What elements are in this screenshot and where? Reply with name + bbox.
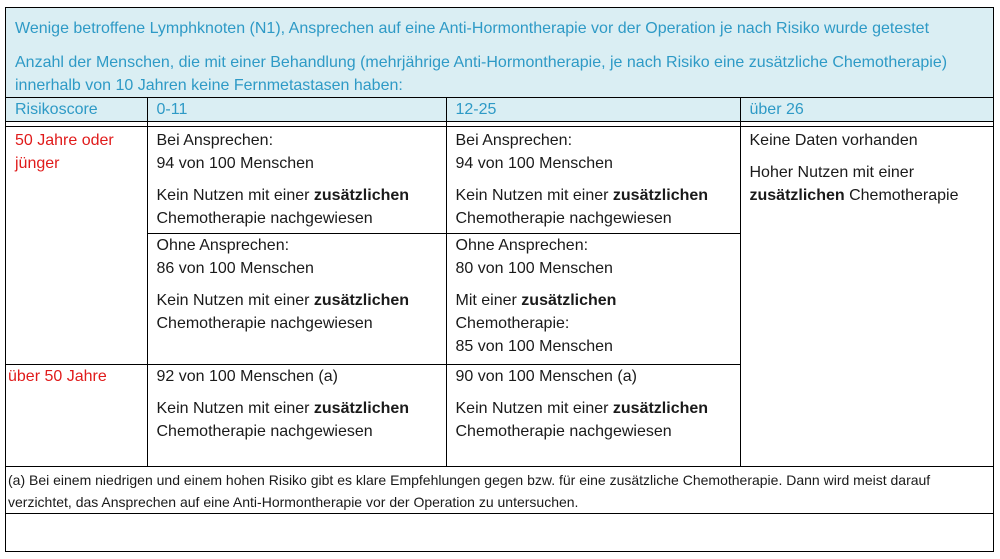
note-text: Chemotherapie nachgewiesen (455, 210, 672, 227)
response-value: 94 von 100 Menschen (455, 155, 613, 172)
noresponse-title: Ohne Ansprechen: (455, 237, 589, 254)
note-text: Chemotherapie nachgewiesen (156, 423, 373, 440)
noresponse-note-value: 85 von 100 Menschen (455, 338, 613, 355)
column-header-over-26: über 26 (740, 98, 993, 122)
note-text: Kein Nutzen mit einer (455, 187, 613, 204)
cell-young-0-11-response (147, 127, 446, 234)
response-title: Bei Ansprechen: (156, 132, 274, 149)
note-bold: zusätzlichen (612, 400, 709, 417)
noresponse-value: 80 von 100 Menschen (455, 260, 613, 277)
footnote: (a) Bei einem niedrigen und einem hohen Risiko gibt es klare Empfehlungen gegen bzw. für eine zusätzliche Chemotherapie. Dann wird meist darauf verzichtet, das Ansprechen auf eine Anti-Hormontherapie vor der Operation zu untersuchen. (6, 467, 993, 514)
note-text: Chemotherapie nachgewiesen (156, 315, 373, 332)
note-bold: zusätzlichen (313, 292, 410, 309)
note-text: Kein Nutzen mit einer (455, 400, 613, 417)
noresponse-note (456, 289, 740, 312)
column-header-0-11: 0-11 (147, 98, 446, 122)
note-text: Chemotherapie nachgewiesen (156, 210, 373, 227)
row-label-young (6, 127, 147, 365)
response-title: Bei Ansprechen: (455, 132, 573, 149)
column-header-risk: Risikoscore (6, 98, 147, 122)
noresponse-note-line2: Chemotherapie: (455, 315, 570, 332)
result-note (456, 397, 740, 443)
footnote-row (6, 467, 993, 514)
column-header-12-25: 12-25 (446, 98, 740, 122)
note-bold: zusätzlichen (612, 187, 709, 204)
row-label-old-text: über 50 Jahre (8, 368, 107, 385)
note-text: Hoher Nutzen mit einer (749, 164, 915, 181)
note-bold: zusätzlichen (313, 400, 410, 417)
result-note (157, 397, 446, 443)
noresponse-value: 86 von 100 Menschen (156, 260, 314, 277)
response-note (456, 184, 740, 230)
cell-over-26 (740, 127, 993, 467)
benefit-note (750, 161, 994, 207)
table-header (6, 8, 993, 97)
note-text: Kein Nutzen mit einer (156, 187, 314, 204)
note-text: Kein Nutzen mit einer (156, 400, 314, 417)
note-text: Chemotherapie (844, 187, 959, 204)
response-note (157, 184, 446, 230)
cell-old-12-25 (446, 365, 740, 467)
noresponse-note (157, 289, 446, 335)
column-header-row (6, 98, 993, 122)
response-value: 94 von 100 Menschen (156, 155, 314, 172)
note-text: Kein Nutzen mit einer (156, 292, 314, 309)
note-bold: zusätzlichen (749, 187, 845, 204)
note-text: Chemotherapie nachgewiesen (455, 423, 672, 440)
note-text: Mit einer (455, 292, 522, 309)
no-data-text: Keine Daten vorhanden (749, 132, 918, 149)
row-label-young-text: 50 Jahre oder jünger (15, 132, 114, 172)
table-row-young-responders (6, 127, 993, 234)
table-subtitle: Anzahl der Menschen, die mit einer Behandlung (mehrjährige Anti-Hormontherapie, je nach Risiko eine zusätzliche Chemotherapie) innerhalb von 10 Jahren keine Fernmetastasen haben: (15, 54, 948, 94)
cell-young-12-25-response (446, 127, 740, 234)
noresponse-title: Ohne Ansprechen: (156, 237, 290, 254)
results-table (6, 97, 993, 514)
table-title: Wenige betroffene Lymphknoten (N1), Ansprechen auf eine Anti-Hormontherapie vor der Operation je nach Risiko wurde getestet (15, 20, 930, 37)
row-label-old (6, 365, 147, 467)
result-value: 92 von 100 Menschen (a) (156, 368, 338, 385)
cell-old-0-11 (147, 365, 446, 467)
result-value: 90 von 100 Menschen (a) (455, 368, 637, 385)
cell-young-0-11-noresponse (147, 234, 446, 365)
results-table-frame (5, 7, 994, 552)
note-bold: zusätzlichen (313, 187, 410, 204)
note-bold: zusätzlichen (521, 292, 617, 309)
cell-young-12-25-noresponse (446, 234, 740, 365)
